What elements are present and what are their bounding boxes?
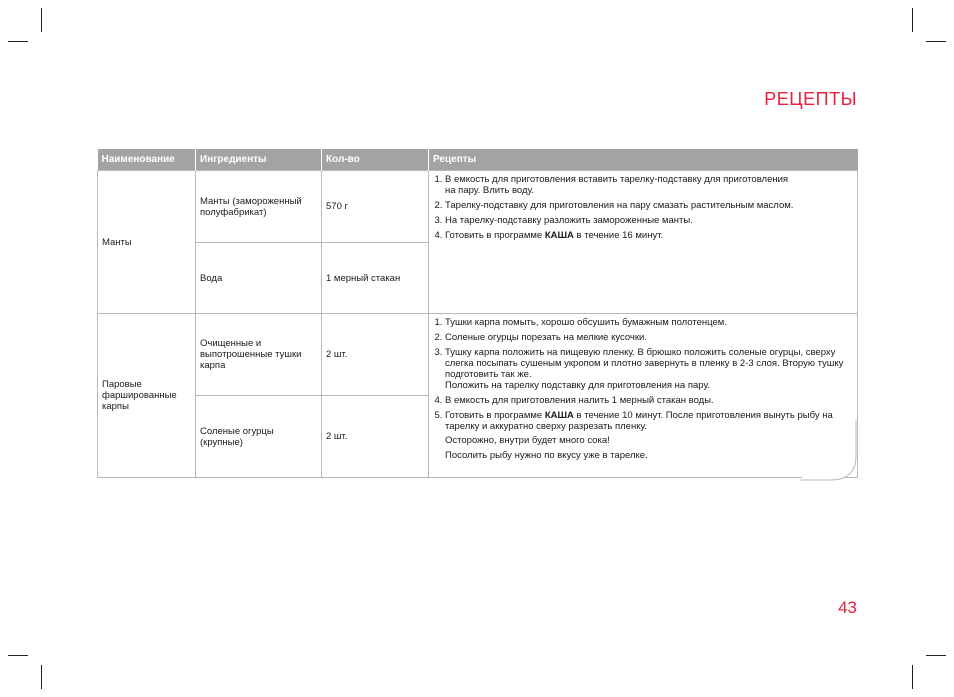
recipe-step: 1. В емкость для приготовления вставить тарелку-подставку для приготовления на пару. Влить воду. xyxy=(445,174,851,196)
recipes-table xyxy=(97,149,858,478)
crop-mark xyxy=(926,655,946,656)
table-row xyxy=(98,314,858,396)
table-header-row xyxy=(98,149,858,171)
ingredient-qty: 2 шт. xyxy=(322,396,429,478)
ingredient-name: Манты (замороженный полуфабрикат) xyxy=(196,171,322,243)
column-header-recipes: Рецепты xyxy=(429,149,858,171)
dish-name: Манты xyxy=(98,171,196,314)
ingredient-qty: 1 мерный стакан xyxy=(322,243,429,314)
page-title: РЕЦЕПТЫ xyxy=(764,89,857,109)
recipe-step: 4. Готовить в программе КАША в течение 16 минут. xyxy=(445,230,851,241)
crop-mark xyxy=(912,665,913,689)
crop-mark xyxy=(912,8,913,32)
ingredient-name: Вода xyxy=(196,243,322,314)
crop-mark xyxy=(8,655,28,656)
program-name: КАША xyxy=(544,410,574,421)
dish-name: Паровые фаршированные карпы xyxy=(98,314,196,478)
recipe-step: 5. Готовить в программе КАША в течение 10 минут. После приготовления вынуть рыбу на тарелку и аккуратно сверху разрезать пленку. xyxy=(445,410,851,432)
column-header-ingredients: Ингредиенты xyxy=(196,149,322,171)
crop-mark xyxy=(8,41,28,42)
crop-mark xyxy=(41,665,42,689)
recipe-step: 4. В емкость для приготовления налить 1 мерный стакан воды. xyxy=(445,395,851,406)
column-header-quantity: Кол-во xyxy=(322,149,429,171)
crop-mark xyxy=(926,41,946,42)
crop-mark xyxy=(41,8,42,32)
program-name: КАША xyxy=(544,230,574,241)
recipe-step: 2. Тарелку-подставку для приготовления на пару смазать растительным маслом. xyxy=(445,200,851,211)
recipe-steps xyxy=(429,171,858,314)
recipe-step: 1. Тушки карпа помыть, хорошо обсушить бумажным полотенцем. xyxy=(445,317,851,328)
recipe-step: 3. На тарелку-подставку разложить замороженные манты. xyxy=(445,215,851,226)
table-row xyxy=(98,171,858,243)
ingredient-name: Соленые огурцы (крупные) xyxy=(196,396,322,478)
recipe-step: 3. Тушку карпа положить на пищевую пленку. В брюшко положить соленые огурцы, сверху слегка посыпать сушеным укропом и плотно завернуть в пленку в 2-3 слоя. Вторую тушку подготовить так же. Положить на тарелку подставку для приготовления на пару. xyxy=(445,347,851,391)
ingredient-qty: 570 г xyxy=(322,171,429,243)
recipe-note: Осторожно, внутри будет много сока! xyxy=(445,435,610,446)
recipe-steps xyxy=(429,314,858,478)
column-header-name: Наименование xyxy=(98,149,196,171)
recipe-note: Посолить рыбу нужно по вкусу уже в тарелке. xyxy=(445,450,648,461)
ingredient-qty: 2 шт. xyxy=(322,314,429,396)
table-corner-curve xyxy=(800,420,860,482)
ingredient-name: Очищенные и выпотрошенные тушки карпа xyxy=(196,314,322,396)
page-number: 43 xyxy=(838,598,857,617)
recipe-step: 2. Соленые огурцы порезать на мелкие кусочки. xyxy=(445,332,851,343)
